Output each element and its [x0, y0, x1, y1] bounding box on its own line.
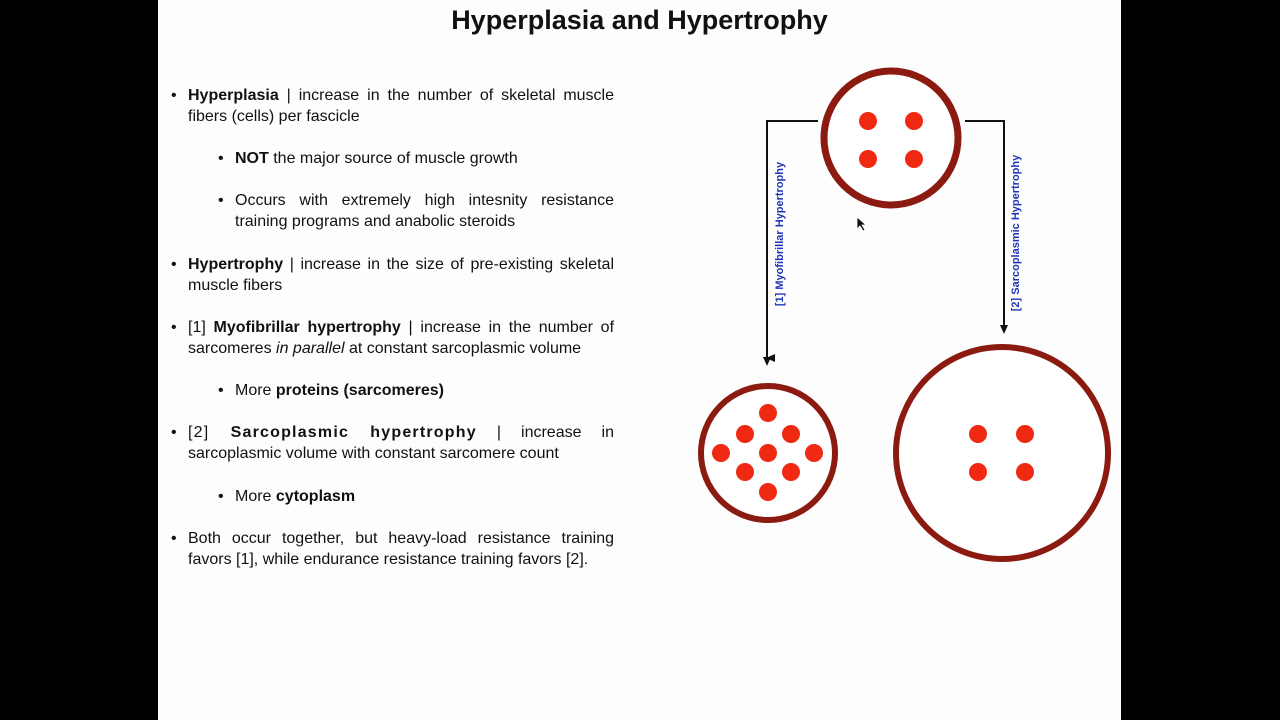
- sarcoplasmic-fiber: [896, 347, 1108, 559]
- sarcomere-dot: [1016, 463, 1034, 481]
- term: Hypertrophy: [188, 256, 284, 273]
- term: NOT: [235, 150, 269, 167]
- slide-title: Hyperplasia and Hypertrophy: [451, 5, 828, 35]
- term: proteins (sarcomeres): [275, 382, 444, 399]
- definition: the major source of muscle growth: [268, 150, 518, 167]
- sarcomere-dot: [782, 425, 800, 443]
- sarcomere-dot: [859, 150, 877, 168]
- index: [1]: [188, 319, 214, 336]
- term: Hyperplasia: [188, 87, 279, 104]
- sarcomere-dot: [759, 483, 777, 501]
- term: Sarcoplasmic hypertrophy: [230, 424, 477, 441]
- index: [2]: [188, 424, 231, 441]
- prefix: More: [235, 488, 276, 505]
- sarcomere-dot: [905, 150, 923, 168]
- sarcomere-dot: [712, 444, 730, 462]
- definition: | increase in the number of skeletal muscle fibers (cells) per fascicle: [188, 87, 614, 125]
- arrowhead-myofibrillar: [763, 357, 771, 366]
- sarcomere-dot: [759, 404, 777, 422]
- sarcomere-dot: [805, 444, 823, 462]
- sarcomere-dot: [782, 463, 800, 481]
- prefix: More: [235, 382, 276, 399]
- sarcomere-dot: [969, 463, 987, 481]
- term: Myofibrillar hypertrophy: [213, 319, 401, 336]
- arrowhead-sarcoplasmic: [1000, 325, 1008, 334]
- mouse-cursor-icon: [857, 217, 866, 231]
- label-myofibrillar-hypertrophy: [1] Myofibrillar Hypertrophy: [774, 161, 786, 307]
- definition: | increase in the size of pre-existing skeletal muscle fibers: [188, 256, 614, 294]
- emphasis: in parallel: [276, 340, 345, 357]
- definition: | increase in the number of sarcomeres: [188, 319, 615, 357]
- sarcomere-dot: [859, 112, 877, 130]
- label-sarcoplasmic-hypertrophy: [2] Sarcoplasmic Hypertrophy: [1010, 154, 1022, 312]
- definition: | increase in sarcoplasmic volume with constant sarcomere count: [188, 424, 614, 462]
- term: cytoplasm: [275, 488, 356, 505]
- original-muscle-fiber: [824, 71, 958, 205]
- definition: Occurs with extremely high intesnity resistance training programs and anabolic steroids: [235, 192, 614, 230]
- sarcomere-dot: [905, 112, 923, 130]
- sarcomere-dot: [736, 425, 754, 443]
- sarcomere-dot: [1016, 425, 1034, 443]
- sarcomere-dot: [759, 444, 777, 462]
- definition: Both occur together, but heavy-load resistance training favors [1], while endurance resistance training favors [2].: [188, 530, 614, 568]
- sarcomere-dot: [736, 463, 754, 481]
- arrow-sarcoplasmic: [965, 121, 1004, 326]
- sarcomere-dot: [969, 425, 987, 443]
- definition-end: at constant sarcoplasmic volume: [344, 340, 582, 357]
